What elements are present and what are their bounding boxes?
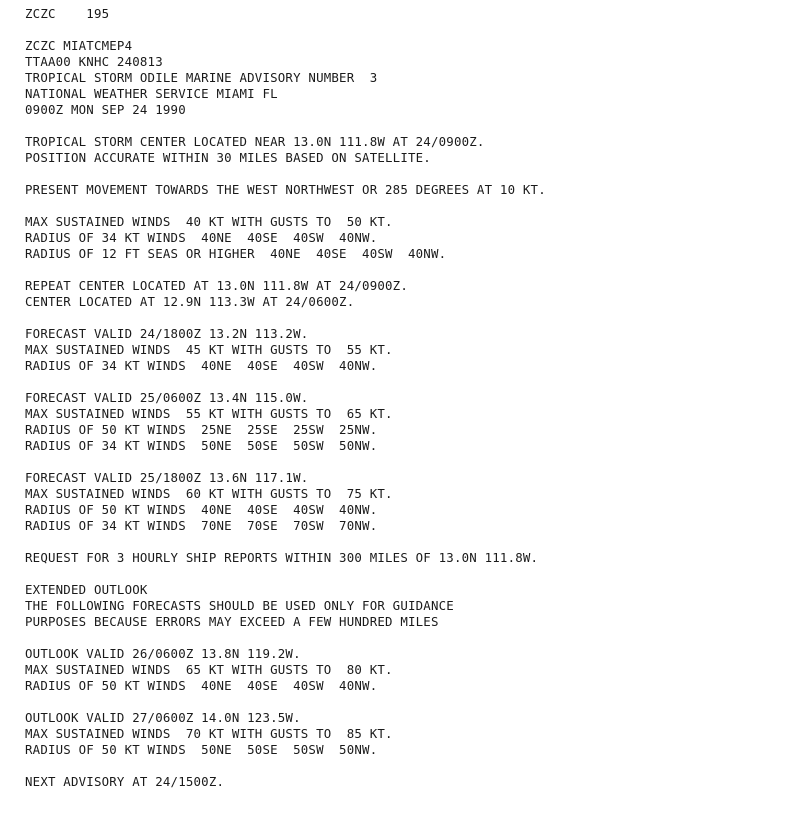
spacer: [25, 374, 546, 390]
spacer: [25, 262, 546, 278]
forecast-3-valid: FORECAST VALID 25/1800Z 13.6N 117.1W.: [25, 470, 309, 485]
center-location: TROPICAL STORM CENTER LOCATED NEAR 13.0N 111.8W AT 24/0900Z.: [25, 134, 485, 149]
present-movement: PRESENT MOVEMENT TOWARDS THE WEST NORTHWEST OR 285 DEGREES AT 10 KT.: [25, 182, 546, 197]
forecast-2-valid: FORECAST VALID 25/0600Z 13.4N 115.0W.: [25, 390, 309, 405]
previous-center: CENTER LOCATED AT 12.9N 113.3W AT 24/0600Z.: [25, 294, 355, 309]
header-transmission-code: ZCZC 195: [25, 6, 110, 21]
forecast-3-winds: MAX SUSTAINED WINDS 60 KT WITH GUSTS TO 75 KT.: [25, 486, 393, 501]
position-accuracy: POSITION ACCURATE WITHIN 30 MILES BASED ON SATELLITE.: [25, 150, 431, 165]
spacer: [25, 534, 546, 550]
forecast-2-34kt-radius: RADIUS OF 34 KT WINDS 50NE 50SE 50SW 50NW.: [25, 438, 378, 453]
spacer: [25, 22, 546, 38]
repeat-center: REPEAT CENTER LOCATED AT 13.0N 111.8W AT 24/0900Z.: [25, 278, 408, 293]
forecast-1-valid: FORECAST VALID 24/1800Z 13.2N 113.2W.: [25, 326, 309, 341]
forecast-3-34kt-radius: RADIUS OF 34 KT WINDS 70NE 70SE 70SW 70NW.: [25, 518, 378, 533]
spacer: [25, 166, 546, 182]
forecast-1-winds: MAX SUSTAINED WINDS 45 KT WITH GUSTS TO 55 KT.: [25, 342, 393, 357]
spacer: [25, 310, 546, 326]
outlook-1-winds: MAX SUSTAINED WINDS 65 KT WITH GUSTS TO 80 KT.: [25, 662, 393, 677]
extended-outlook-note-1: THE FOLLOWING FORECASTS SHOULD BE USED ONLY FOR GUIDANCE: [25, 598, 454, 613]
header-product-id: ZCZC MIATCMEP4: [25, 38, 133, 53]
spacer: [25, 630, 546, 646]
spacer: [25, 454, 546, 470]
current-seas-radius: RADIUS OF 12 FT SEAS OR HIGHER 40NE 40SE 40SW 40NW.: [25, 246, 447, 261]
advisory-title: TROPICAL STORM ODILE MARINE ADVISORY NUMBER 3: [25, 70, 378, 85]
spacer: [25, 758, 546, 774]
outlook-2-valid: OUTLOOK VALID 27/0600Z 14.0N 123.5W.: [25, 710, 301, 725]
outlook-1-valid: OUTLOOK VALID 26/0600Z 13.8N 119.2W.: [25, 646, 301, 661]
spacer: [25, 694, 546, 710]
issue-time: 0900Z MON SEP 24 1990: [25, 102, 186, 117]
forecast-1-34kt-radius: RADIUS OF 34 KT WINDS 40NE 40SE 40SW 40NW.: [25, 358, 378, 373]
outlook-2-winds: MAX SUSTAINED WINDS 70 KT WITH GUSTS TO 85 KT.: [25, 726, 393, 741]
current-max-winds: MAX SUSTAINED WINDS 40 KT WITH GUSTS TO 50 KT.: [25, 214, 393, 229]
extended-outlook-note-2: PURPOSES BECAUSE ERRORS MAY EXCEED A FEW HUNDRED MILES: [25, 614, 439, 629]
spacer: [25, 566, 546, 582]
issuing-office: NATIONAL WEATHER SERVICE MIAMI FL: [25, 86, 278, 101]
ship-report-request: REQUEST FOR 3 HOURLY SHIP REPORTS WITHIN 300 MILES OF 13.0N 111.8W.: [25, 550, 539, 565]
spacer: [25, 198, 546, 214]
forecast-3-50kt-radius: RADIUS OF 50 KT WINDS 40NE 40SE 40SW 40NW.: [25, 502, 378, 517]
forecast-2-winds: MAX SUSTAINED WINDS 55 KT WITH GUSTS TO 65 KT.: [25, 406, 393, 421]
next-advisory: NEXT ADVISORY AT 24/1500Z.: [25, 774, 225, 789]
current-34kt-radius: RADIUS OF 34 KT WINDS 40NE 40SE 40SW 40NW.: [25, 230, 378, 245]
spacer: [25, 118, 546, 134]
forecast-2-50kt-radius: RADIUS OF 50 KT WINDS 25NE 25SE 25SW 25NW.: [25, 422, 378, 437]
outlook-2-50kt-radius: RADIUS OF 50 KT WINDS 50NE 50SE 50SW 50NW.: [25, 742, 378, 757]
outlook-1-50kt-radius: RADIUS OF 50 KT WINDS 40NE 40SE 40SW 40NW.: [25, 678, 378, 693]
header-wmo-id: TTAA00 KNHC 240813: [25, 54, 163, 69]
extended-outlook-heading: EXTENDED OUTLOOK: [25, 582, 148, 597]
advisory-document: [25, 6, 546, 790]
